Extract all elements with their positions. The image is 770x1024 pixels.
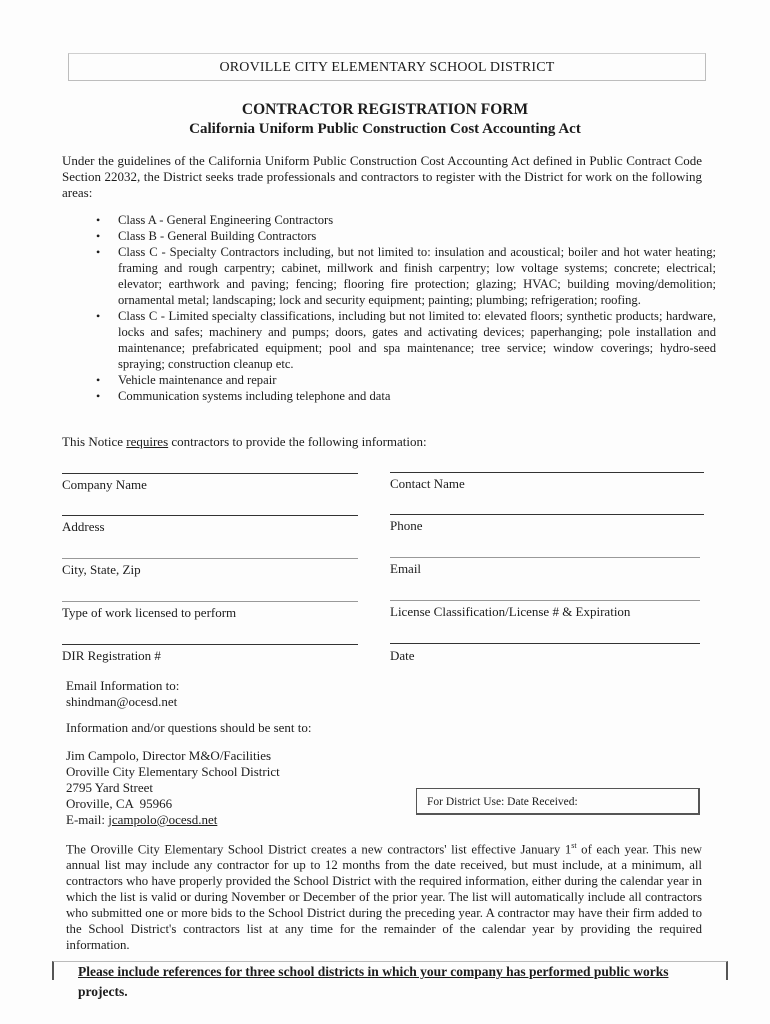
para-part2: of each year. This new annual list may include any contractor for up to 12 months from the date received, but must include, at a minimum, all contractors who have properly provided the School District with the required information, either during the calendar year in which the list is valid or during November or December of the prior year. The list will automatically include all contractors who submitted one or more bids to the School District during the preceding year. A contractor may have their firm added to the School District's contractors list at any time for the remainder of the calendar year by providing the required information. <box>66 842 702 953</box>
email-info-label: Email Information to: <box>66 678 180 693</box>
phone-line[interactable] <box>390 514 704 515</box>
notice-underlined: requires <box>126 434 169 449</box>
date-label: Date <box>390 648 415 663</box>
email-line[interactable] <box>390 557 700 558</box>
notice-after: contractors to provide the following information: <box>168 434 427 449</box>
company-name-line[interactable] <box>62 473 358 474</box>
address-line[interactable] <box>62 515 358 516</box>
dir-registration-label: DIR Registration # <box>62 648 161 663</box>
note-rest: projects. <box>78 984 128 999</box>
list-item: • Vehicle maintenance and repair <box>118 372 716 388</box>
list-item: • Communication systems including telephone and data <box>118 388 716 404</box>
contact-email-label: E-mail: <box>66 812 109 827</box>
license-label: License Classification/License # & Expiration <box>390 604 631 619</box>
contact-org: Oroville City Elementary School District <box>66 764 280 779</box>
list-item: • Class A - General Engineering Contractors <box>118 212 716 228</box>
company-name-label: Company Name <box>62 477 147 492</box>
email-label: Email <box>390 561 422 576</box>
work-areas-list <box>70 212 716 404</box>
address-label: Address <box>62 519 105 534</box>
list-item: • Class C - Limited specialty classifications, including but not limited to: elevated floors; synthetic products; hardware, locks and safes; machinery and pumps; doors, gates and activating devices; paperhanging; pole installation and maintenance; prefabricated equipment; pool and spa maintenance; tree service; window coverings; hydro-seed spraying; construction cleanup etc. <box>118 308 716 372</box>
list-item: • Class B - General Building Contractors <box>118 228 716 244</box>
phone-label: Phone <box>390 518 423 533</box>
type-of-work-line[interactable] <box>62 601 358 602</box>
para-sup: st <box>571 841 577 850</box>
district-use-box: For District Use: Date Received: <box>416 788 700 815</box>
contact-name: Jim Campolo, Director M&O/Facilities <box>66 748 272 763</box>
contact-street: 2795 Yard Street <box>66 780 154 795</box>
dir-registration-line[interactable] <box>62 644 358 645</box>
date-line[interactable] <box>390 643 700 644</box>
contact-email-link[interactable]: jcampolo@ocesd.net <box>108 812 218 827</box>
contact-name-label: Contact Name <box>390 476 465 491</box>
references-note <box>78 962 728 1002</box>
city-state-zip-line[interactable] <box>62 558 358 559</box>
notice-before: This Notice <box>62 434 127 449</box>
contact-email-line <box>66 812 217 828</box>
form-title: CONTRACTOR REGISTRATION FORM <box>241 101 529 118</box>
notice-text <box>62 434 427 450</box>
intro-paragraph: Under the guidelines of the California Uniform Public Construction Cost Accounting Act defined in Public Contract Code Section 22032, the District seeks trade professionals and contractors to register with the District for work on the following areas: <box>62 153 702 200</box>
type-of-work-label: Type of work licensed to perform <box>62 605 237 620</box>
city-state-zip-label: City, State, Zip <box>62 562 141 577</box>
note-underlined: Please include references for three school districts in which your company has performed public works <box>78 964 669 979</box>
district-header: OROVILLE CITY ELEMENTARY SCHOOL DISTRICT <box>68 53 706 81</box>
license-line[interactable] <box>390 600 700 601</box>
list-policy-paragraph <box>66 838 702 953</box>
form-subtitle: California Uniform Public Construction Cost Accounting Act <box>189 121 581 137</box>
email-info-address: shindman@ocesd.net <box>66 694 178 709</box>
list-item: • Class C - Specialty Contractors including, but not limited to: insulation and acoustical; boiler and hot water heating; framing and rough carpentry; cabinet, millwork and finish carpentry; low voltage systems; concrete; electrical; elevator; earthwork and paving; fencing; flooring fire protection; glazing; HVAC; building moving/demolition; ornamental metal; landscaping; lock and security equipment; painting; plumbing; refrigeration; roofing. <box>118 244 716 308</box>
questions-label: Information and/or questions should be sent to: <box>66 720 312 735</box>
para-part1: The Oroville City Elementary School District creates a new contractors' list effective January 1 <box>66 842 572 857</box>
contact-city: Oroville, CA 95966 <box>66 796 173 811</box>
contact-name-line[interactable] <box>390 472 704 473</box>
